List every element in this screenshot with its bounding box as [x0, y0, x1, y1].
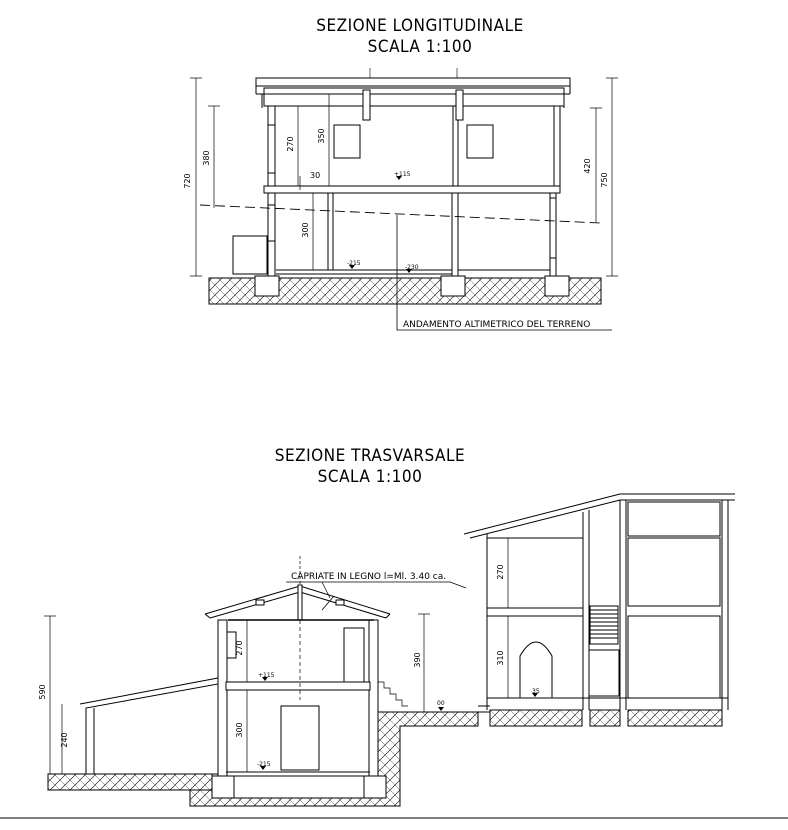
dim-270-t: 270 — [235, 640, 244, 656]
terrain-leader — [397, 215, 612, 330]
transversal-section — [0, 494, 788, 818]
dim-380: 380 — [202, 150, 211, 166]
footing-left — [255, 276, 279, 296]
truss-note: CAPRIATE IN LEGNO l=Ml. 3.40 ca. — [291, 572, 447, 582]
dim-390: 390 — [413, 652, 422, 668]
level-215-t-label: -215 — [257, 761, 271, 768]
level-230-label: -230 — [405, 264, 419, 271]
terrain-note: ANDAMENTO ALTIMETRICO DEL TERRENO — [403, 320, 591, 330]
footing-right — [545, 276, 569, 296]
upper-opening-left — [334, 125, 360, 158]
level-115-label: +115 — [394, 171, 411, 178]
right-foundation-1 — [490, 710, 582, 726]
door-lower — [281, 706, 319, 770]
wall-right — [369, 620, 378, 776]
dim-300: 300 — [301, 222, 310, 238]
footing-right-t — [364, 776, 386, 798]
floor-slab — [226, 682, 370, 690]
exterior-box — [233, 236, 267, 274]
dim-420: 420 — [583, 158, 592, 174]
dim-720: 720 — [183, 173, 192, 189]
level-115-t-label: +115 — [258, 672, 275, 679]
upper-slab — [264, 88, 564, 106]
longitudinal-scale: SCALA 1:100 — [367, 37, 473, 57]
longitudinal-title: SEZIONE LONGITUDINALE — [316, 16, 524, 36]
louver-vent — [590, 606, 618, 644]
dim-240: 240 — [60, 732, 69, 748]
wall-left — [218, 620, 227, 776]
right-foundation-2 — [590, 710, 620, 726]
upper-opening-right — [467, 125, 493, 158]
right-small-panel — [589, 650, 619, 696]
dim-270: 270 — [286, 136, 295, 152]
chimney-flue-right — [456, 90, 463, 120]
dim-270-right: 270 — [496, 564, 505, 580]
intermediate-slab — [264, 186, 560, 193]
terrain-line — [200, 205, 600, 223]
window-upper-left — [268, 125, 275, 173]
window-lower-right — [550, 198, 556, 258]
king-post — [298, 585, 302, 620]
window-lower-left — [268, 205, 275, 241]
dim-350: 350 — [317, 128, 326, 144]
footing-left-t — [212, 776, 234, 798]
dim-30: 30 — [310, 171, 321, 180]
dim-310: 310 — [496, 650, 505, 666]
exterior-steps — [378, 682, 408, 706]
level-35-label: 35 — [532, 688, 540, 695]
transversal-scale: SCALA 1:100 — [317, 467, 423, 487]
dim-300-t: 300 — [235, 722, 244, 738]
dim-590: 590 — [38, 684, 47, 700]
level-00-label: 00 — [437, 700, 445, 707]
level-marker-00 — [438, 707, 444, 711]
dim-750: 750 — [600, 172, 609, 188]
chimney-flue-left — [363, 90, 370, 120]
level-215-label: -215 — [347, 260, 361, 267]
right-foundation-3 — [628, 710, 722, 726]
footing-middle — [441, 276, 465, 296]
ground-left — [48, 774, 212, 790]
transversal-title: SEZIONE TRASVARSALE — [274, 446, 466, 466]
right-window-top — [628, 502, 720, 536]
truss-leader — [286, 582, 466, 588]
right-panel-upper — [628, 538, 720, 606]
right-panel-lower — [628, 616, 720, 698]
longitudinal-section — [190, 68, 618, 330]
door-upper — [344, 628, 364, 682]
shed-roof — [80, 678, 218, 774]
